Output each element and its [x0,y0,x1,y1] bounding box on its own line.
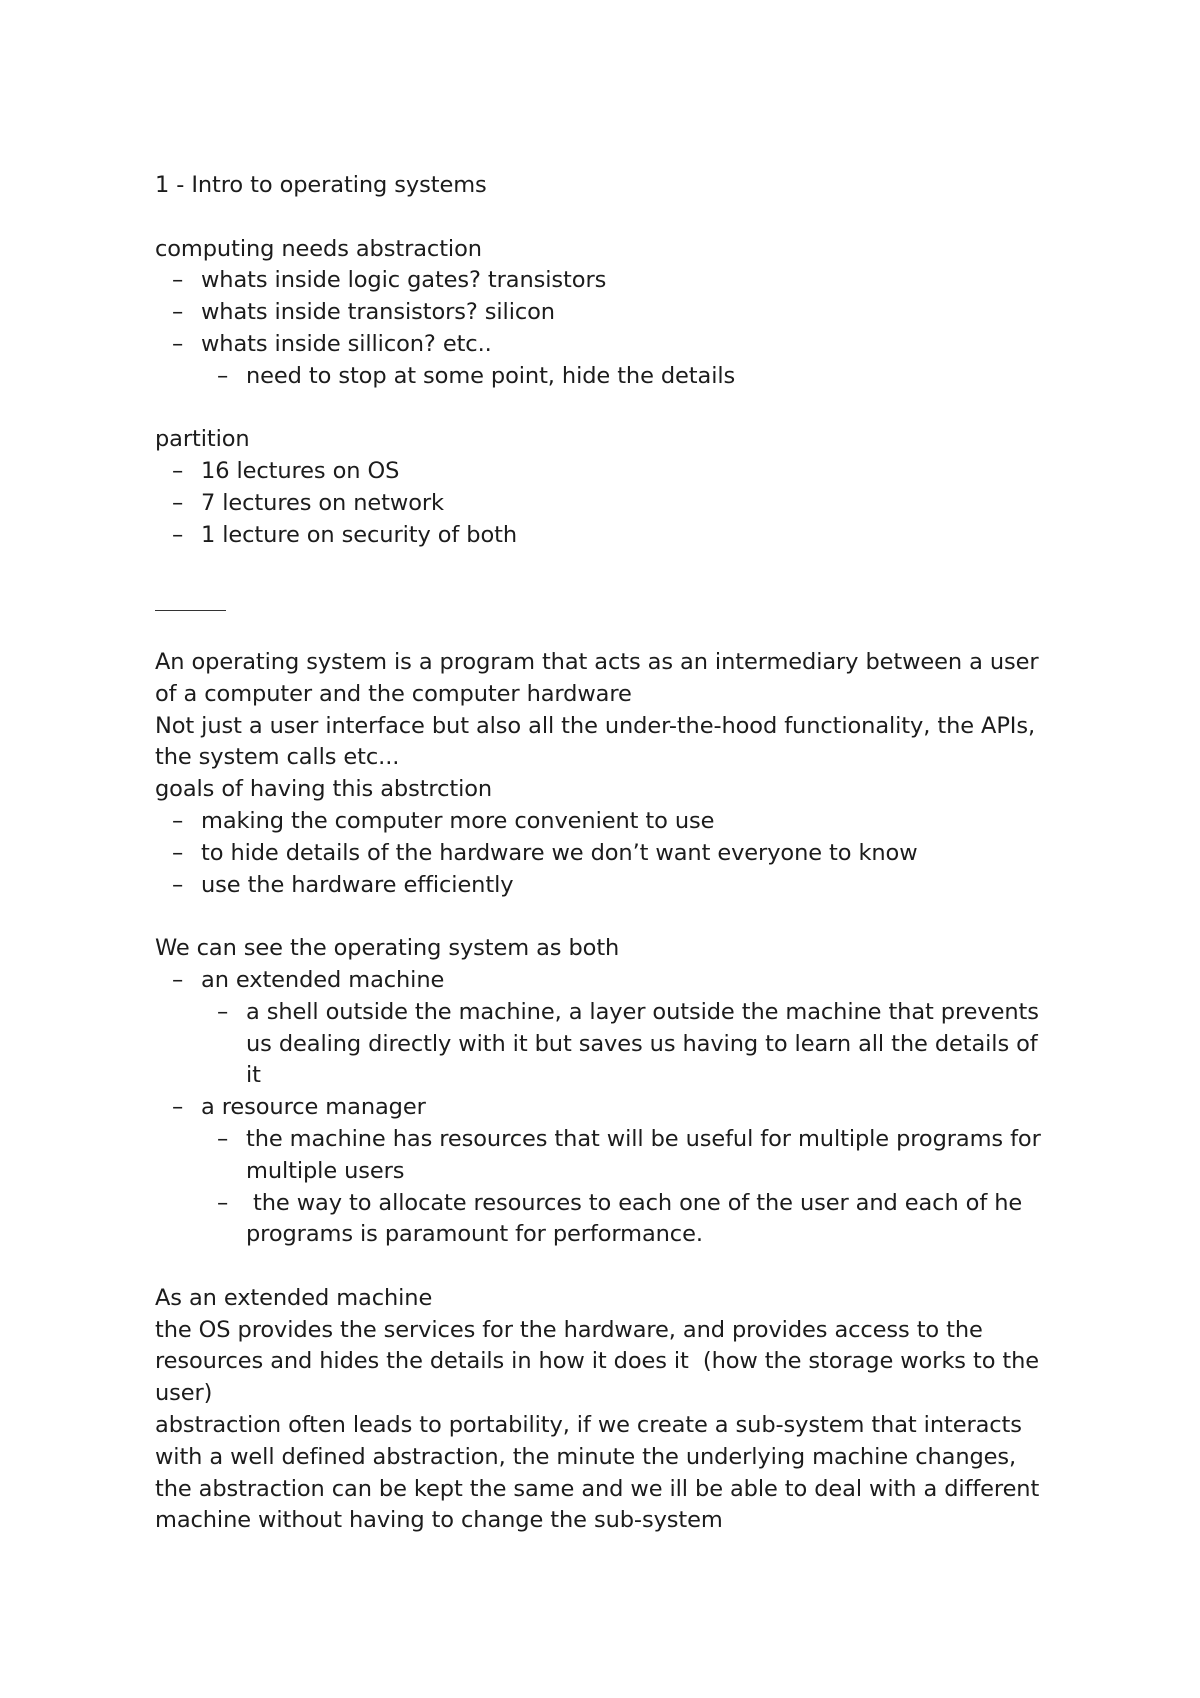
dash-icon: – [172,871,184,898]
list-item [155,297,1055,329]
list-item-text: programs is paramount for performance. [246,1221,703,1248]
dash-icon: – [217,998,229,1025]
list-item [155,965,1055,997]
list-item-text: whats inside transistors? silicon [201,299,555,326]
paragraph-line: resources and hides the details in how it does it (how the storage works to the [155,1348,1040,1375]
divider [155,583,1055,647]
list-item-text: whats inside logic gates? transistors [201,267,607,294]
paragraph-line: with a well defined abstraction, the minute the underlying machine changes, [155,1443,1017,1470]
paragraph-line: Not just a user interface but also all the under-the-hood functionality, the APIs, [155,712,1036,739]
spacer [155,393,1055,425]
list-item [155,456,1055,488]
list-item [155,520,1055,552]
list-item-text: need to stop at some point, hide the details [246,362,736,389]
paragraph-line: machine without having to change the sub-system [155,1507,723,1534]
dash-icon: – [172,966,184,993]
spacer [155,901,1055,933]
list-item-text: a resource manager [201,1094,426,1121]
list-item-text: making the computer more convenient to use [201,807,715,834]
dash-icon: – [172,521,184,548]
list-item [155,329,1055,361]
dash-icon: – [172,839,184,866]
dash-icon: – [172,330,184,357]
list-item-text: use the hardware efficiently [201,871,514,898]
sub-list-item-continuation [155,1156,1055,1188]
paragraph-line: abstraction often leads to portability, if we create a sub-system that interacts [155,1412,1022,1439]
list-item-text: an extended machine [201,966,445,993]
paragraph-line: An operating system is a program that acts as an intermediary between a user [155,648,1039,675]
paragraph-line: goals of having this abstrction [155,776,493,803]
spacer [155,1251,1055,1283]
list-item-text: us dealing directly with it but saves us having to learn all the details of [246,1030,1038,1057]
sub-list-item [155,361,1055,393]
list-item [155,838,1055,870]
list-item [155,1092,1055,1124]
list-item [155,488,1055,520]
list-item-text: to hide details of the hardware we don’t want everyone to know [201,839,918,866]
list-item-text: whats inside sillicon? etc.. [201,330,492,357]
note-content [155,170,1055,1537]
list-item [155,806,1055,838]
sub-list-item [155,1188,1055,1220]
list-item-text: the machine has resources that will be useful for multiple programs for [246,1125,1041,1152]
list-item [155,265,1055,297]
dash-icon: – [217,1189,229,1216]
spacer [155,202,1055,234]
paragraph-line: the OS provides the services for the hardware, and provides access to the [155,1316,983,1343]
dash-icon: – [172,1094,184,1121]
list-item-text: 1 lecture on security of both [201,521,518,548]
spacer [155,552,1055,584]
section-heading: We can see the operating system as both [155,935,620,962]
dash-icon: – [172,807,184,834]
section-heading: partition [155,426,250,453]
list-item-text: the way to allocate resources to each one of the user and each of he [246,1189,1023,1216]
paragraph-line: of a computer and the computer hardware [155,680,632,707]
dash-icon: – [217,362,229,389]
sub-list-item-continuation [155,1029,1055,1061]
dash-icon: – [217,1125,229,1152]
sub-list-item [155,997,1055,1029]
dash-icon: – [172,267,184,294]
dash-icon: – [172,299,184,326]
page-title: 1 - Intro to operating systems [155,172,487,198]
list-item [155,870,1055,902]
dash-icon: – [172,458,184,485]
section-heading: As an extended machine [155,1284,433,1311]
sub-list-item-continuation [155,1060,1055,1092]
list-item-text: multiple users [246,1157,405,1184]
list-item-text: 7 lectures on network [201,489,444,516]
sub-list-item [155,1124,1055,1156]
list-item-text: a shell outside the machine, a layer outside the machine that prevents [246,998,1039,1025]
dash-icon: – [172,489,184,516]
list-item-text: 16 lectures on OS [201,458,400,485]
paragraph-line: user) [155,1380,213,1407]
paragraph-line: the system calls etc... [155,744,400,771]
sub-list-item-continuation [155,1219,1055,1251]
section-heading: computing needs abstraction [155,235,482,262]
list-item-text: it [246,1062,261,1089]
paragraph-line: the abstraction can be kept the same and we ill be able to deal with a different [155,1475,1040,1502]
